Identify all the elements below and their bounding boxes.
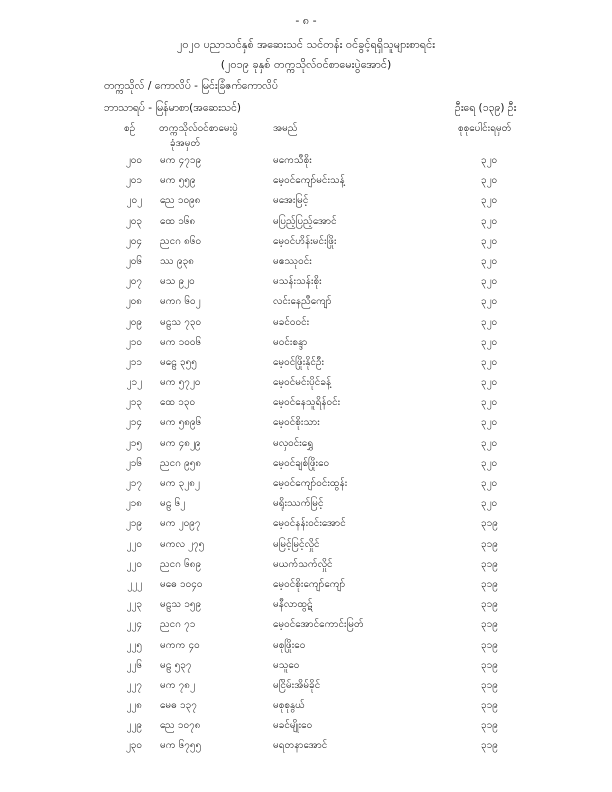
row-number: ၂၂၆ bbox=[126, 659, 142, 671]
roll-number: မသ ၉၂၀ bbox=[160, 276, 195, 288]
total-score: ၃၂၀ bbox=[481, 437, 498, 449]
roll-number: ညငဂ ၉၅၈ bbox=[160, 457, 202, 469]
table-row bbox=[0, 554, 612, 574]
total-score: ၃၁၉ bbox=[481, 518, 498, 530]
row-number: ၂၁၄ bbox=[125, 417, 142, 429]
roll-number: မကဂ ၆၀၂ bbox=[160, 296, 201, 308]
roll-number: ညငဂ ၇၁ bbox=[160, 619, 196, 631]
row-number: ၂၀၉ bbox=[125, 316, 142, 328]
total-score: ၃၂၀ bbox=[481, 316, 498, 328]
table-row bbox=[0, 574, 612, 594]
table-row bbox=[0, 332, 612, 352]
table-row bbox=[0, 715, 612, 735]
row-number: ၂၂၂ bbox=[127, 578, 142, 590]
student-name: မရိုးဿက်မြင့် bbox=[273, 498, 324, 510]
roll-number: ညငဂ ၆၈၉ bbox=[160, 558, 202, 570]
total-score: ၃၁၉ bbox=[481, 558, 498, 570]
row-number: ၂၁၂ bbox=[126, 377, 142, 389]
table-row bbox=[0, 735, 612, 755]
quota-line: ဦးရေ (၁၃၉) ဦး bbox=[455, 102, 517, 114]
total-score: ၃၂၀ bbox=[481, 255, 498, 267]
header-no: စဉ် bbox=[124, 123, 136, 134]
row-number: ၂၀၇ bbox=[125, 276, 142, 288]
total-score: ၃၂၀ bbox=[481, 457, 498, 469]
total-score: ၃၁၉ bbox=[481, 659, 498, 671]
university-line: တက္ကသိုလ် / ကောလိပ် - မြင်းခြံ​ဇက်​ကောလိပ် bbox=[104, 80, 278, 92]
total-score: ၃၂၀ bbox=[481, 417, 498, 429]
row-number: ၂၀၀ bbox=[125, 155, 142, 166]
student-name: မေ့ဝင်ဟိန်းမင်းဖြိုး bbox=[273, 235, 337, 247]
row-number: ၂၂၅ bbox=[126, 639, 142, 651]
table-row bbox=[0, 291, 612, 311]
total-score: ၃၁၉ bbox=[481, 700, 498, 712]
student-name: မစုစုနွယ် bbox=[273, 700, 305, 712]
roll-number: မက ၁၀၀၆ bbox=[160, 336, 202, 348]
student-name: မယက်သက်လှိုင် bbox=[273, 558, 333, 570]
row-number: ၂၂၉ bbox=[126, 720, 142, 732]
total-score: ၃၂၀ bbox=[481, 498, 498, 510]
student-name: မမြင့်မြင့်လှိုင် bbox=[273, 538, 320, 550]
roll-number: မကက ၄၀ bbox=[160, 639, 200, 651]
roll-number: မက ၄၈၂၉ bbox=[160, 437, 201, 449]
roll-number: မဠ ၅၃၇ bbox=[160, 659, 192, 671]
table-row bbox=[0, 513, 612, 533]
student-name: မစုဖြိုးဝေ bbox=[273, 639, 306, 651]
page-number: - ၈ - bbox=[295, 14, 317, 27]
total-score: ၃၁၉ bbox=[481, 619, 498, 631]
student-name: မေ့ဝင်အောင်ကောင်းမြတ် bbox=[273, 619, 364, 631]
table-row bbox=[0, 433, 612, 453]
student-name: မေ့ဝင်ကျော်မင်းသန့် bbox=[273, 175, 345, 187]
student-name: မဧဿုဝင်း bbox=[273, 255, 312, 267]
student-name: မေ့ဝင်စိုးသား bbox=[273, 417, 320, 429]
roll-number: ထေ ၁၆၈ bbox=[160, 215, 196, 227]
student-name: မေ့ဝင်ကျော်ဝင်းထွန်း bbox=[273, 478, 348, 489]
total-score: ၃၁၉ bbox=[481, 599, 498, 611]
student-name: မငြိမ်းအိမ်ခိုင် bbox=[273, 679, 321, 691]
row-number: ၂၂၃ bbox=[126, 599, 142, 611]
total-score: ၃၁၉ bbox=[481, 639, 498, 651]
table-row bbox=[0, 392, 612, 412]
total-score: ၃၂၀ bbox=[481, 276, 498, 288]
roll-number: မက ၃၂၈၂ bbox=[160, 478, 200, 489]
total-score: ၃၂၀ bbox=[481, 296, 498, 308]
total-score: ၃၂၀ bbox=[481, 215, 498, 227]
student-name: မခင်ဝဝင်း bbox=[273, 316, 310, 328]
row-number: ၂၀၄ bbox=[125, 235, 142, 247]
row-number: ၂၁၈ bbox=[125, 498, 142, 510]
major-line: ဘာသာရပ် - မြန်မာစာ(အဆေးသင်) bbox=[104, 102, 242, 114]
table-row bbox=[0, 614, 612, 634]
student-name: မေ့ဝင်နန်းဝင်းအောင် bbox=[273, 518, 346, 530]
roll-number: မက ၅၇၂၀ bbox=[160, 377, 201, 389]
roll-number: မဓေ ၁၀၄၀ bbox=[160, 578, 203, 590]
row-number: ၂၁၃ bbox=[125, 397, 142, 409]
row-number: ၂၁၁ bbox=[125, 356, 142, 368]
row-number: ၂၀၈ bbox=[125, 296, 142, 308]
row-number: ၂၃၀ bbox=[125, 740, 142, 752]
row-number: ၂၁၅ bbox=[125, 437, 142, 449]
roll-number: မေဓ ၁၃၇ bbox=[160, 700, 197, 712]
roll-number: မကလ ၂၇၅ bbox=[160, 538, 205, 550]
total-score: ၃၂၀ bbox=[481, 336, 498, 348]
roll-number: မက ၆၇၅၅ bbox=[160, 740, 202, 752]
roll-number: မက ၇၈၂ bbox=[160, 679, 195, 691]
row-number: ၂၀၆ bbox=[125, 255, 142, 267]
roll-number: မက ၅၈၉၆ bbox=[160, 417, 202, 429]
table-row bbox=[0, 675, 612, 695]
student-name: မခင်မျိုးဝေ bbox=[273, 720, 313, 732]
roll-number: ညေ ၁၀၇၈ bbox=[160, 720, 201, 732]
results-table bbox=[0, 150, 612, 756]
total-score: ၃၂၀ bbox=[481, 478, 498, 489]
table-row bbox=[0, 312, 612, 332]
roll-number: မဠသ ၇၃၀ bbox=[160, 316, 202, 328]
student-name: မပြည့်ပြည့်အောင် bbox=[273, 215, 337, 227]
table-row bbox=[0, 251, 612, 271]
table-row bbox=[0, 372, 612, 392]
total-score: ၃၂၀ bbox=[481, 356, 498, 368]
table-row bbox=[0, 231, 612, 251]
total-score: ၃၁၉ bbox=[481, 740, 498, 752]
total-score: ၃၂၀ bbox=[481, 155, 498, 166]
document-title: ၂၀၂၀ ပညာသင်နှစ် အဆေးသင် သင်တန်း ဝင်ခွင့်ရရှိသူများစာရင်း bbox=[176, 38, 436, 51]
row-number: ၂၀၃ bbox=[125, 215, 142, 227]
table-row bbox=[0, 655, 612, 675]
roll-number: ညေ ၁၀၉၈ bbox=[160, 195, 201, 207]
roll-number: မက ၅၅၉ bbox=[160, 175, 196, 187]
table-row bbox=[0, 493, 612, 513]
student-name: မသူဝေ bbox=[273, 659, 300, 671]
student-name: မေ့ဝင်စိုးကျော်ကျော် bbox=[273, 578, 346, 590]
table-row bbox=[0, 352, 612, 372]
student-name: မေ့ဝင်နေသူရိန်ဝင်း bbox=[273, 397, 341, 409]
row-number: ၂၁၇ bbox=[125, 478, 142, 489]
roll-number: မဠေ ၃၅၅ bbox=[160, 356, 197, 368]
student-name: မနီလာထွဋ် bbox=[273, 599, 313, 611]
student-name: မဝင်းစန္ဒာ bbox=[273, 336, 308, 348]
row-number: ၂၂၀ bbox=[126, 558, 142, 570]
header-score: စုစုပေါင်းရမှတ် bbox=[458, 123, 512, 134]
student-name: မအေးမြင့် bbox=[273, 195, 309, 207]
document-subtitle: (၂၀၁၉ ခုနှစ် တက္ကသိုလ်ဝင်စာမေးပွဲအောင်) bbox=[220, 58, 392, 71]
student-name: လင်းနေညီကျော် bbox=[273, 296, 332, 308]
row-number: ၂၀၂ bbox=[126, 195, 142, 207]
table-row bbox=[0, 190, 612, 210]
row-number: ၂၁၆ bbox=[125, 457, 142, 469]
table-row bbox=[0, 453, 612, 473]
row-number: ၂၂၇ bbox=[126, 679, 142, 691]
total-score: ၃၁၉ bbox=[481, 720, 498, 732]
student-name: မေ့ဝင်မင်းပိုင်ခန့် bbox=[273, 377, 332, 389]
roll-number: မဠ ၆၂ bbox=[160, 498, 186, 510]
student-name: မသန်းသန်းစိုး bbox=[273, 276, 322, 288]
table-row bbox=[0, 150, 612, 170]
roll-number: မက ၂၀၉၇ bbox=[160, 518, 201, 530]
total-score: ၃၂၀ bbox=[481, 235, 498, 247]
table-row bbox=[0, 271, 612, 291]
table-row bbox=[0, 473, 612, 493]
roll-number: ညငဂ ၈၆၀ bbox=[160, 235, 202, 247]
table-row bbox=[0, 211, 612, 231]
total-score: ၃၂၀ bbox=[481, 195, 498, 207]
total-score: ၃၂၀ bbox=[481, 377, 498, 389]
student-name: မေ့ဝင်ချစ်ဖြိုးဝေ bbox=[273, 457, 330, 469]
table-row bbox=[0, 594, 612, 614]
student-name: မရတနာအောင် bbox=[273, 740, 328, 752]
header-name: အမည် bbox=[273, 123, 298, 134]
table-row bbox=[0, 534, 612, 554]
row-number: ၂၁၀ bbox=[125, 336, 142, 348]
table-row bbox=[0, 412, 612, 432]
total-score: ၃၂၀ bbox=[481, 175, 498, 187]
row-number: ၂၂၄ bbox=[126, 619, 142, 631]
row-number: ၂၂၀ bbox=[126, 538, 142, 550]
row-number: ၂၀၁ bbox=[125, 175, 142, 187]
table-row bbox=[0, 635, 612, 655]
roll-number: ထေ ၁၃၀ bbox=[160, 397, 196, 409]
table-row bbox=[0, 695, 612, 715]
roll-number: ဿ ၉၃၈ bbox=[160, 255, 194, 267]
header-roll: တက္ကသိုလ်ဝင်စာမေးပွဲ bbox=[159, 123, 238, 134]
student-name: မေ့ဝင်ဖြိုးနိုင်ဦး bbox=[273, 356, 325, 368]
row-number: ၂၁၉ bbox=[125, 518, 142, 530]
total-score: ၃၂၀ bbox=[481, 397, 498, 409]
total-score: ၃၁၉ bbox=[481, 578, 498, 590]
roll-number: မက ၄၇၁၉ bbox=[160, 155, 202, 166]
header-roll-line2: ခုံအမှတ် bbox=[170, 138, 201, 149]
student-name: မလှဝင်းရွှေ bbox=[273, 437, 314, 449]
table-row bbox=[0, 170, 612, 190]
row-number: ၂၂၈ bbox=[126, 700, 142, 712]
total-score: ၃၁၉ bbox=[481, 538, 498, 550]
roll-number: မဠသ ၁၅၉ bbox=[160, 599, 202, 611]
total-score: ၃၁၉ bbox=[481, 679, 498, 691]
student-name: မကေသီစိုး bbox=[273, 155, 312, 166]
